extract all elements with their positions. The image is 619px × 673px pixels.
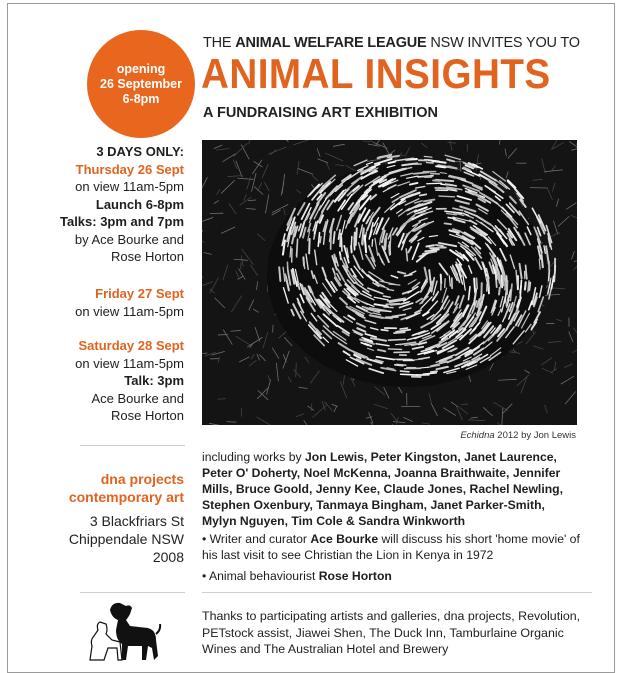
photo-caption-title: Echidna (460, 430, 494, 441)
bullet-rose: • Animal behaviourist Rose Horton (202, 568, 580, 584)
venue-address-3: 2008 (20, 548, 184, 566)
schedule-day3 (20, 337, 184, 425)
dogs-logo-icon (82, 600, 162, 662)
opening-label: opening (117, 62, 166, 77)
schedule-heading: 3 DAYS ONLY: (20, 143, 184, 161)
echidna-photo (202, 140, 577, 425)
venue-address-1: 3 Blackfriars St (20, 512, 184, 530)
day1-by2: Rose Horton (20, 248, 184, 266)
day3-date: Saturday 28 Sept (20, 337, 184, 355)
day1-date: Thursday 26 Sept (20, 161, 184, 179)
day3-view: on view 11am-5pm (20, 355, 184, 373)
day1-view: on view 11am-5pm (20, 178, 184, 196)
venue (20, 470, 184, 566)
day1-by1: by Ace Bourke and (20, 231, 184, 249)
works-list: including works by Jon Lewis, Peter Kingston, Janet Laurence, Peter O' Doherty, Noel McKenna, Joanna Braithwaite, Jennifer Mills, Bruce Goold, Jenny Kee, Claude Jones, Rachel Newling, Stephen Oxenbury, Tanmaya Bingham, Janet Parker-Smith, Mylyn Nguyen, Tim Cole & Sandra Winkworth (202, 449, 580, 529)
day2-date: Friday 27 Sept (20, 285, 184, 303)
invite-line: THE ANIMAL WELFARE LEAGUE NSW INVITES YOU TO (203, 35, 580, 51)
photo-caption (380, 430, 576, 441)
day1-talks: Talks: 3pm and 7pm (20, 213, 184, 231)
bullet-ace-name: Ace Bourke (310, 532, 378, 546)
artists-list: Jon Lewis, Peter Kingston, Janet Laurence, Peter O' Doherty, Noel McKenna, Joanna Braithwaite, Jennifer Mills, Bruce Goold, Jenny Kee, Claude Jones, Rachel Newling, Stephen Oxenbury, Tanmaya Bingham, Janet Parker-Smith, Mylyn Nguyen, Tim Cole & Sandra Winkworth (202, 450, 563, 528)
bullet-rose-name: Rose Horton (319, 569, 392, 583)
exhibition-subtitle: A FUNDRAISING ART EXHIBITION (203, 105, 438, 121)
day2-view: on view 11am-5pm (20, 303, 184, 321)
left-divider (80, 445, 185, 446)
left-divider-2 (80, 592, 185, 593)
venue-name-2: contemporary art (20, 488, 184, 506)
schedule (20, 143, 184, 266)
day3-talk: Talk: 3pm (20, 372, 184, 390)
day3-by2: Rose Horton (20, 407, 184, 425)
opening-time: 6-8pm (123, 92, 160, 107)
opening-badge (87, 30, 195, 138)
org-name: ANIMAL WELFARE LEAGUE (235, 35, 426, 51)
photo-caption-credit: 2012 by Jon Lewis (495, 430, 576, 441)
day1-launch: Launch 6-8pm (20, 196, 184, 214)
venue-name-1: dna projects (20, 470, 184, 488)
day3-by1: Ace Bourke and (20, 390, 184, 408)
venue-address-2: Chippendale NSW (20, 530, 184, 548)
thanks-text: Thanks to participating artists and galleries, dna projects, Revolution, PETstock assist, Jiawei Shen, The Duck Inn, Tamburlaine Organic Wines and The Australian Hotel and Brewery (202, 608, 592, 658)
bullet-ace: • Writer and curator Ace Bourke will discuss his short 'home movie' of his last visit to see Christian the Lion in Kenya in 1972 (202, 531, 580, 563)
right-divider (202, 592, 592, 593)
exhibition-title: ANIMAL INSIGHTS (201, 50, 551, 98)
opening-date: 26 September (100, 77, 182, 92)
schedule-day2 (20, 285, 184, 320)
